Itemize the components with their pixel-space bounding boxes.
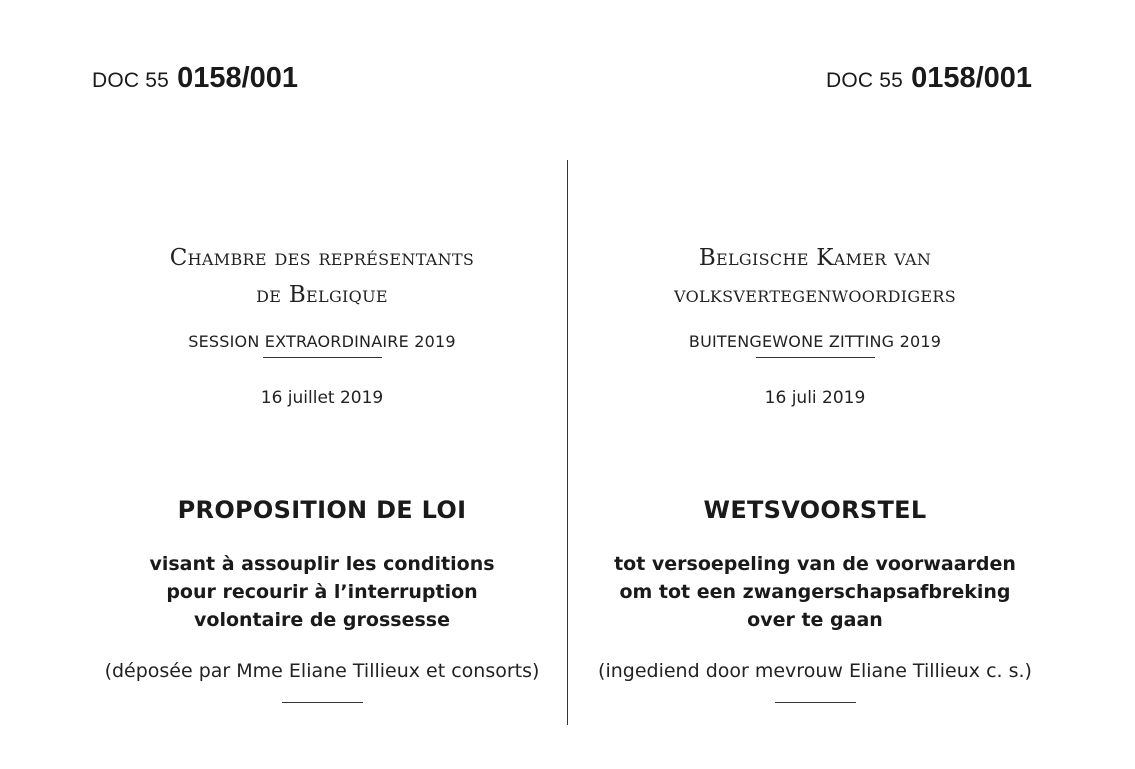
document-title: PROPOSITION DE LOI bbox=[177, 496, 467, 524]
french-column bbox=[87, 240, 557, 703]
subtitle-line: volontaire de grossesse bbox=[194, 609, 450, 631]
deposit-note: (déposée par Mme Eliane Tillieux et consorts) bbox=[104, 660, 540, 682]
subtitle-line: tot versoepeling van de voorwaarden bbox=[614, 553, 1016, 575]
doc-reference-left bbox=[92, 62, 298, 95]
chamber-line-1: Belgische Kamer van bbox=[698, 245, 932, 271]
document-date: 16 juillet 2019 bbox=[260, 388, 384, 408]
doc-number: 0158/001 bbox=[177, 62, 299, 94]
document-date: 16 juli 2019 bbox=[764, 388, 866, 408]
subtitle-line: over te gaan bbox=[747, 609, 883, 631]
bottom-rule bbox=[775, 702, 856, 703]
doc-number: 0158/001 bbox=[911, 62, 1033, 94]
session-rule bbox=[756, 357, 875, 358]
session-label: SESSION EXTRAORDINAIRE 2019 bbox=[188, 332, 456, 351]
subtitle-line: pour recourir à l’interruption bbox=[166, 581, 478, 603]
subtitle-line: visant à assouplir les conditions bbox=[149, 553, 495, 575]
column-divider bbox=[567, 160, 568, 725]
doc-prefix: DOC 55 bbox=[92, 69, 170, 92]
chamber-name bbox=[87, 240, 557, 314]
dutch-column bbox=[580, 240, 1050, 703]
deposit-note: (ingediend door mevrouw Eliane Tillieux c. s.) bbox=[598, 660, 1032, 682]
doc-reference-right bbox=[826, 62, 1032, 95]
document-title: WETSVOORSTEL bbox=[703, 496, 927, 524]
bottom-rule bbox=[282, 702, 363, 703]
doc-prefix: DOC 55 bbox=[826, 69, 904, 92]
chamber-line-1: Chambre des représentants bbox=[169, 245, 475, 271]
chamber-name bbox=[580, 240, 1050, 314]
session-rule bbox=[263, 357, 382, 358]
session-label: BUITENGEWONE ZITTING 2019 bbox=[688, 332, 942, 351]
subtitle-line: om tot een zwangerschapsafbreking bbox=[619, 581, 1011, 603]
document-subtitle bbox=[580, 550, 1050, 634]
document-subtitle bbox=[87, 550, 557, 634]
chamber-line-2: volksvertegenwoordigers bbox=[674, 282, 956, 308]
chamber-line-2: de Belgique bbox=[256, 282, 388, 308]
